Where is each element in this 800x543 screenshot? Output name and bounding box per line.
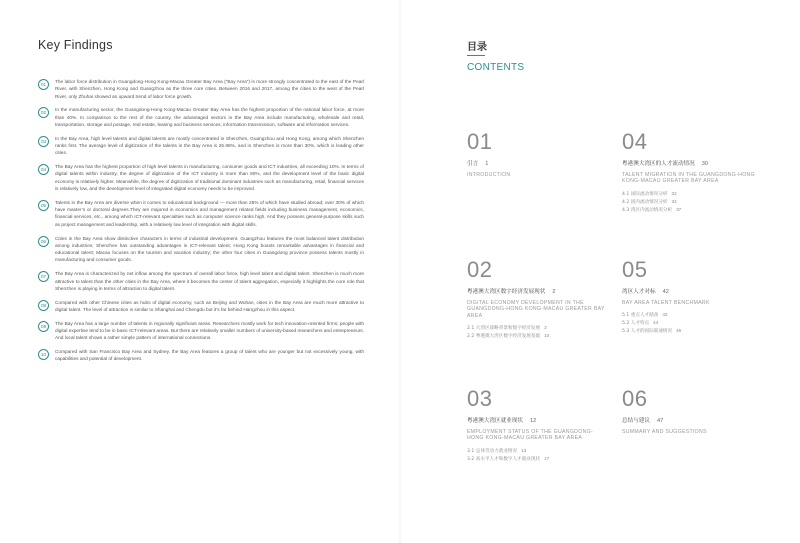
finding-number-badge: 01 xyxy=(38,79,49,90)
finding-item xyxy=(38,164,364,193)
finding-text: Cities in the Bay Area show distinctive characters in terms of industrial development. Guangzhou features the most balanced talent distribution among industries; Shenzhen has outstanding advantages in ICT-relevant talent; Hong Kong boasts remarkable advantages in financial and educational talent; Macau focuses on the tourism and vacation industry; the other four cities in Guangdong province possess talents mostly in manufacturing and consumer goods. xyxy=(55,236,364,264)
subsection-page: 3 xyxy=(544,325,547,331)
subsection-page: 43 xyxy=(662,312,668,318)
subsection-label: 3.1 总体劳动力就业情况 xyxy=(467,448,518,454)
subsection-item[interactable] xyxy=(622,198,762,206)
section-page: 2 xyxy=(552,289,556,295)
toc-title-chinese: 目录 xyxy=(467,42,487,53)
finding-number-badge: 10 xyxy=(38,349,49,360)
toc-section-04[interactable] xyxy=(622,131,762,214)
toc-section-02[interactable] xyxy=(467,259,607,340)
section-title-english: EMPLOYMENT STATUS OF THE GUANGDONG-HONG KONG-MACAU GREATER BAY AREA xyxy=(467,429,593,442)
section-title-chinese-text: 粤港澳大湾区就业现状 xyxy=(467,418,523,424)
toc-section-01[interactable] xyxy=(467,131,607,178)
section-title-chinese xyxy=(467,159,607,167)
subsection-item[interactable] xyxy=(622,319,762,327)
finding-text: Compared with San Francisco Bay Area and Sydney, the Bay Area features a group of talent who are younger but not excessively young, with capabilities and potential of development. xyxy=(55,350,364,363)
subsection-label: 2.2 粤港澳大湾区数字经济发展基础 xyxy=(467,334,541,340)
section-title-chinese-text: 粤港澳大湾区数字经济发展现状 xyxy=(467,289,546,295)
subsection-item[interactable] xyxy=(622,190,762,198)
section-number: 05 xyxy=(622,257,648,282)
section-title-english: SUMMARY AND SUGGESTIONS xyxy=(622,429,707,435)
toc-section-05[interactable] xyxy=(622,259,762,335)
subsection-page: 44 xyxy=(653,320,659,326)
subsection-label: 4.1 国际流动情况分析 xyxy=(622,191,668,197)
subsection-item[interactable] xyxy=(467,332,607,340)
subsection-item[interactable] xyxy=(467,455,607,463)
section-title-chinese xyxy=(622,416,762,424)
subsection-label: 4.3 湾区内流动情况分析 xyxy=(622,207,673,213)
finding-text: Talents in the Bay Area are diverse when it comes to educational background — more than 25% of which have studied abroad; over 30% of which have master’s or doctoral degrees.They are majored in economics and management related fields including business management, economics, financial services, etc., among which ICT-relevant specialties such as computer science ranks high. And they possess general-purpose skills such as project management and leadership, with a relatively low level of integration with digital skills. xyxy=(55,200,364,228)
section-number: 03 xyxy=(467,386,493,411)
finding-item xyxy=(38,321,364,343)
section-title-english: TALENT MIGRATION IN THE GUANGDONG-HONG KONG-MACAU GREATER BAY AREA xyxy=(622,172,755,185)
subsection-item[interactable] xyxy=(622,206,762,214)
toc-title-english: CONTENTS xyxy=(467,62,525,73)
findings-list xyxy=(38,79,364,370)
section-number: 02 xyxy=(467,257,493,282)
section-title-chinese xyxy=(622,159,762,167)
finding-text: The Bay Area has a large number of talents in regionally significant areas. Researchers mostly work for tech innovation-oriented firms; people with digital expertise tend to be in basic ICT-relevant areas. But there are relatively smaller numbers of university-based researchers and entrepreneurs. And local talent shows a rather simple pattern of international connections. xyxy=(55,321,364,342)
section-number: 06 xyxy=(622,386,648,411)
finding-item xyxy=(38,136,364,158)
section-page: 47 xyxy=(656,418,664,424)
section-page: 30 xyxy=(701,161,708,167)
subsection-list xyxy=(467,447,607,463)
section-title-chinese-text: 湾区人才对标 xyxy=(622,289,656,295)
subsection-label: 2.1 大湾区战略背景和数字经济发展 xyxy=(467,326,541,332)
finding-number-badge: 06 xyxy=(38,236,49,247)
finding-number-badge: 04 xyxy=(38,164,49,175)
subsection-page: 46 xyxy=(676,328,682,334)
finding-item xyxy=(38,349,364,364)
toc-section-06[interactable] xyxy=(622,388,762,435)
subsection-list xyxy=(467,324,607,340)
finding-text: Compared with other Chinese cities as hubs of digital economy, such as Beijing and Wuhan, cities in the Bay Area are much more attractive to digital talent. The level of attraction is similar to Shanghai and Chengdu but it’s far behind Hangzhou in this aspect. xyxy=(55,300,364,313)
finding-item xyxy=(38,107,364,129)
subsection-list xyxy=(622,311,762,335)
subsection-page: 37 xyxy=(676,206,682,212)
section-number: 01 xyxy=(467,129,493,154)
finding-number-badge: 08 xyxy=(38,300,49,311)
section-title-chinese xyxy=(467,287,607,295)
finding-number-badge: 05 xyxy=(38,200,49,211)
subsection-list xyxy=(622,190,762,214)
section-title-chinese xyxy=(467,416,607,424)
finding-text: The labor force distribution in Guangdong-Hong Kong-Macau Greater Bay Area (“Bay Area”) is more strongly concentrated to the east of the Pearl River, with Shenzhen, Hong Kong and Guangzhou as the three core cities. Between 2016 and 2017, among the cities to the west of the Pearl River, only Zhuhai showed an upward trend of labor force growth. xyxy=(55,80,364,100)
section-title-chinese-text: 引言 xyxy=(467,161,479,167)
subsection-page: 17 xyxy=(544,455,550,461)
finding-item xyxy=(38,200,364,229)
subsection-item[interactable] xyxy=(467,447,607,455)
subsection-item[interactable] xyxy=(467,324,607,332)
toc-section-03[interactable] xyxy=(467,388,607,463)
finding-item xyxy=(38,300,364,315)
subsection-label: 5.1 重点人才储备 xyxy=(622,313,659,319)
subsection-label: 3.2 高水平人才和数字人才就业现状 xyxy=(467,456,541,462)
section-page: 42 xyxy=(662,289,669,295)
section-number: 04 xyxy=(622,129,648,154)
finding-number-badge: 03 xyxy=(38,136,49,147)
finding-item xyxy=(38,236,364,265)
section-title-chinese xyxy=(622,287,762,295)
subsection-item[interactable] xyxy=(622,311,762,319)
section-page: 1 xyxy=(485,161,489,167)
subsection-label: 5.2 人才特点 xyxy=(622,321,650,327)
subsection-label: 5.3 人才的国际联通情况 xyxy=(622,329,673,335)
finding-item xyxy=(38,271,364,293)
subsection-label: 4.2 国内流动情况分析 xyxy=(622,199,668,205)
finding-number-badge: 02 xyxy=(38,107,49,118)
section-title-chinese-text: 总结与建议 xyxy=(622,418,650,424)
finding-text: In the Bay Area, high level talents and digital talents are mostly concentrated in Shenzhen, Guangzhou and Hong Kong, among which Shenzhen ranks first. The average level of digitization of the talents in the Bay Area is 26.98%, and in Shenzhen is more than 30%, which is leading other cities. xyxy=(55,136,364,157)
subsection-item[interactable] xyxy=(622,327,762,335)
section-title-english: INTRODUCTION xyxy=(467,172,511,178)
toc-divider xyxy=(467,55,485,56)
finding-text: The Bay Area is characterized by net inflow among the spectrum of overall labor force, high level talent and digital talent. Shenzhen is much more attractive to talent than the other cities in the Bay Area, where it becomes the center of talent aggregation, especially it highlights the core role that Shenzhen is playing in terms of attraction to digital talent. xyxy=(55,272,364,292)
finding-text: The Bay Area has the highest proportion of high level talents in manufacturing, consumer goods and ICT industries, all exceeding 10%. In terms of digital talents within industry, the degree of digitization of the ICT industry is more than 80%, and the development level of the basic digital economy is relatively higher. Meanwhile, the degree of digitization of traditional dominant industries such as manufacturing, retail, financial services is relatively low, and the development level of integrated digital economy needs to be improved. xyxy=(55,165,364,193)
finding-number-badge: 07 xyxy=(38,271,49,282)
subsection-page: 34 xyxy=(671,198,677,204)
section-page: 12 xyxy=(529,418,537,424)
section-title-chinese-text: 粤港澳大湾区的人才流动情况 xyxy=(622,161,695,167)
finding-item xyxy=(38,79,364,101)
subsection-page: 32 xyxy=(671,190,677,196)
key-findings-title: Key Findings xyxy=(38,38,113,52)
finding-text: In the manufacturing sector, the Guangdong-Hong Kong-Macau Greater Bay Area has the highest proportion of the national labor force, at more than 40%. In comparison to the rest of the country, the advantaged sectors in the Bay Area include manufacturing, wholesale and retail, transportation, storage and postage, real estate, leasing and business services, information transmission, software and information services. xyxy=(55,108,364,128)
subsection-page: 10 xyxy=(544,333,550,339)
section-title-english: DIGITAL ECONOMY DEVELOPMENT IN THE GUANGDONG-HONG KONG-MACAU GREATER BAY AREA xyxy=(467,300,605,319)
page-gutter xyxy=(398,0,402,543)
section-title-english: BAY AREA TALENT BENCHMARK xyxy=(622,300,710,306)
finding-number-badge: 09 xyxy=(38,321,49,332)
subsection-page: 13 xyxy=(521,447,527,453)
